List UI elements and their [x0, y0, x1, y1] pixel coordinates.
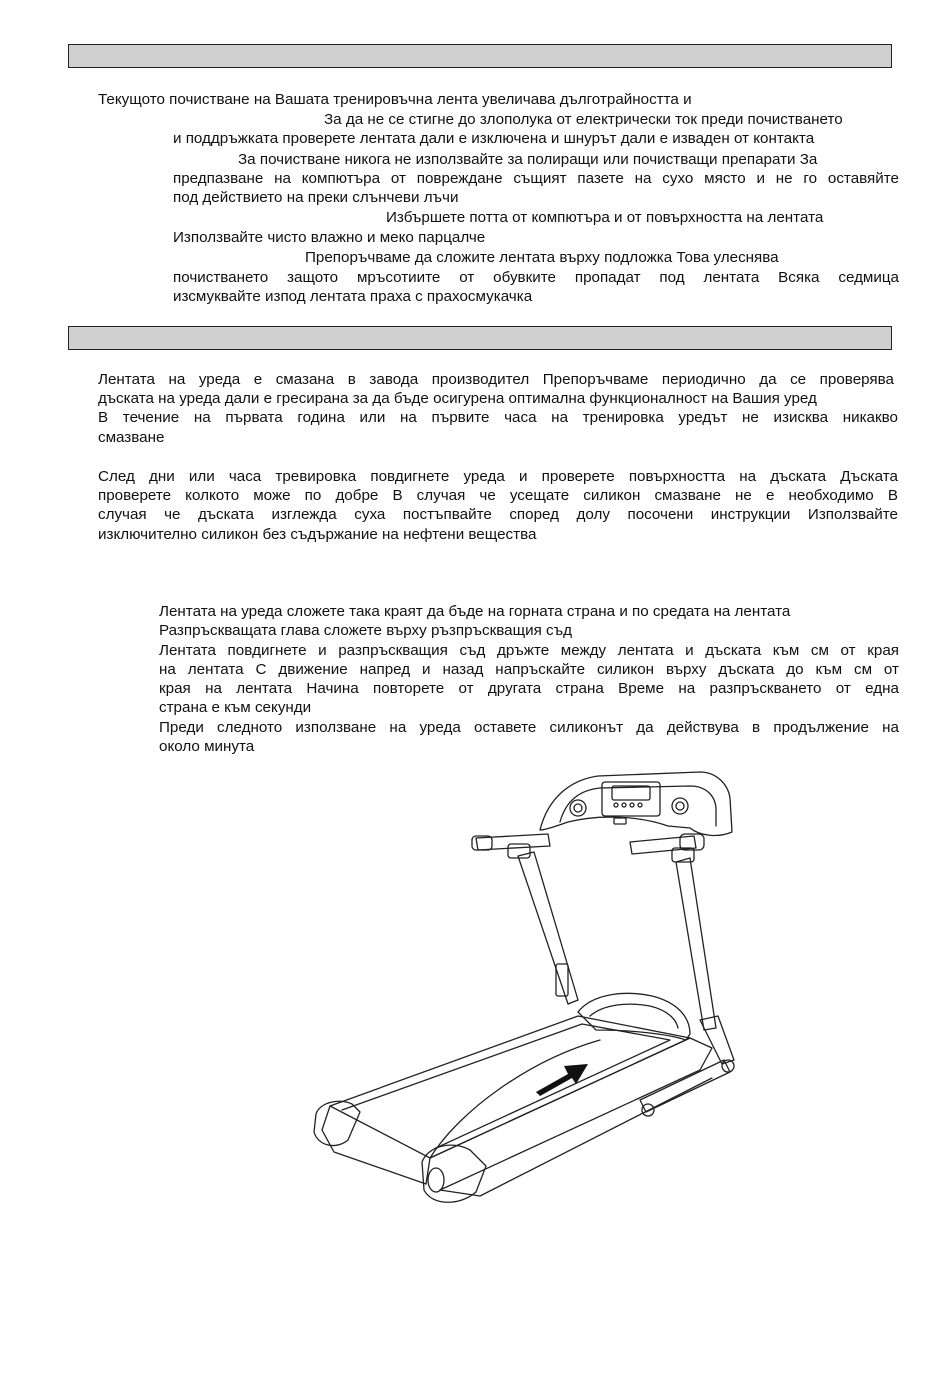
deck-frame	[322, 1016, 734, 1196]
lubrication-step-1: Лентата на уреда сложете така краят да бъде на горната страна и по средата на лентата	[159, 603, 791, 620]
lubrication-step-3-line-3: края на лентата Начина повторете от другата страна Време на разпръскването от една	[159, 680, 899, 697]
cleaning-p3-line-1: Избършете потта от компютъра и от повърхността на лентата	[386, 209, 824, 226]
cleaning-p2-line-1: За почистване никога не използвайте за полиращи или почистващи препарати За	[238, 151, 818, 168]
lubrication-step-3-line-2: на лентата С движение напред и назад напръскайте силикон върху дъската до към см от	[159, 661, 899, 678]
cleaning-p4-line-1: Препоръчваме да сложите лентата върху подложка Това улеснява	[305, 249, 779, 266]
lubrication-step-3-line-4: страна е към секунди	[159, 699, 312, 716]
rear-roller-caps	[314, 1101, 486, 1202]
lubrication-p2-line-4: изключително силикон без съдържание на нефтени вещества	[98, 526, 537, 543]
lubrication-step-4-line-2: около минута	[159, 738, 255, 755]
cleaning-p2-line-2: предпазване на компютъра от повреждане същият пазете на сухо място и не го оставяйте	[173, 170, 899, 187]
lubrication-p1-line-4: смазване	[98, 429, 165, 446]
console-panel	[540, 772, 732, 835]
handlebars	[472, 834, 704, 862]
cleaning-intro: Текущото почистване на Вашата тренировъчна лента увеличава дълготрайността и	[98, 91, 692, 108]
cleaning-p4-line-2: почистването защото мръсотиите от обувките пропадат под лентата Всяка седмица	[173, 269, 899, 286]
lubrication-p1-line-2: дъската на уреда дали е гресирана за да бъде осигурена оптимална функционалност на Вашия уред	[98, 390, 817, 407]
lubrication-p2-line-3: случая че дъската изглежда суха постъпвайте според долу посочени инструкции Използвайте	[98, 506, 898, 523]
lubrication-p1-line-3: В течение на първата година или на първите часа на тренировка уредът не изисква никакво	[98, 409, 898, 426]
cleaning-p3-line-2: Използвайте чисто влажно и меко парцалче	[173, 229, 486, 246]
lubrication-step-3-line-1: Лентата повдигнете и разпръскващия съд дръжте между лентата и дъската към см от края	[159, 642, 899, 659]
cleaning-p1-line-2: и поддръжката проверете лентата дали е изключена и шнурът дали е изваден от контакта	[173, 130, 815, 147]
cleaning-p1-line-1: За да не се стигне до злополука от електрически ток преди почистването	[324, 111, 843, 128]
lubrication-p2-line-1: След дни или часа тревировка повдигнете уреда и проверете повърхността на дъската Дъската	[98, 468, 898, 485]
direction-arrow-icon	[536, 1064, 588, 1096]
lubrication-p1-line-1: Лентата на уреда е смазана в завода производител Препоръчваме периодично да се проверява	[98, 371, 894, 388]
cleaning-p4-line-3: изсмуквайте изпод лентата праха с прахосмукачка	[173, 288, 533, 305]
lubrication-p2-line-2: проверете колкото може по добре В случая че усещате силикон смазване не е необходимо В	[98, 487, 898, 504]
cleaning-p2-line-3: под действието на преки слънчеви лъчи	[173, 189, 459, 206]
lubrication-step-4-line-1: Преди следното използване на уреда оставете силиконът да действува в продължение на	[159, 719, 899, 736]
lubrication-step-2: Разпръскващата глава сложете върху ръзпръскващия съд	[159, 622, 572, 639]
